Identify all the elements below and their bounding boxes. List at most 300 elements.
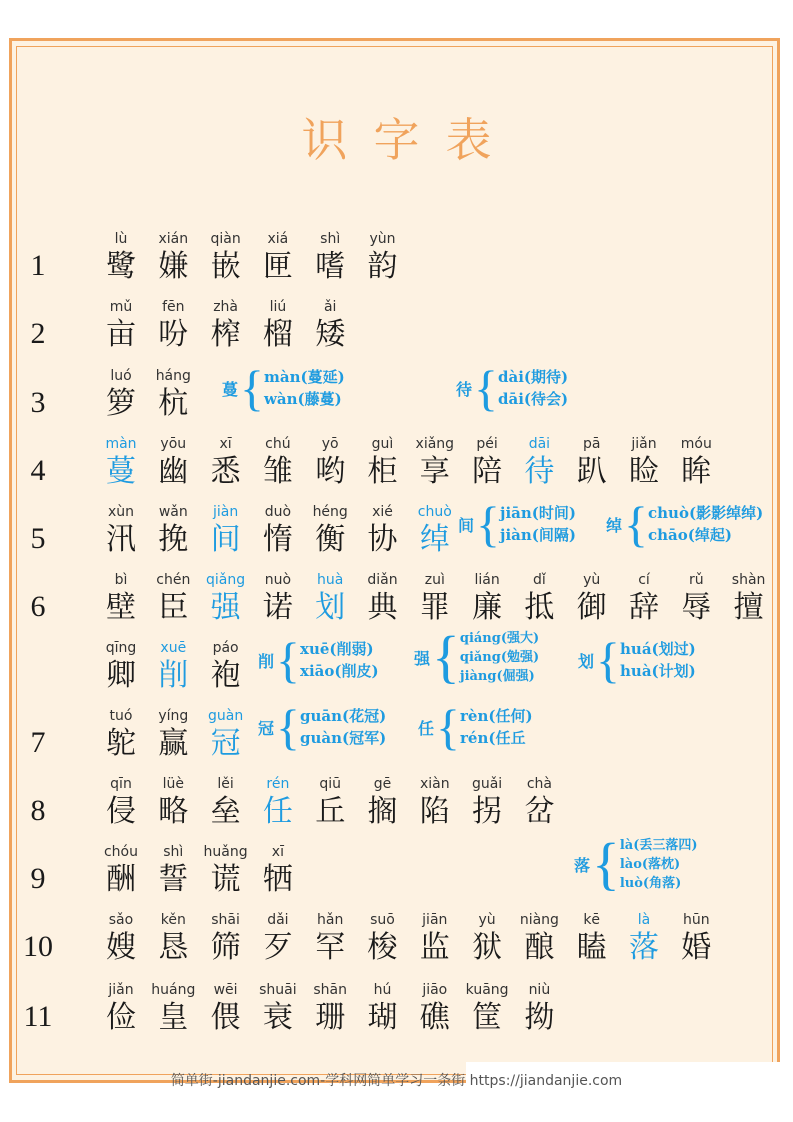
polyphone-reading: wàn(藤蔓) [264, 390, 342, 408]
pinyin: jiàn [212, 504, 239, 520]
pinyin: ǎi [323, 299, 337, 315]
pinyin: hú [373, 982, 392, 998]
hanzi: 辞 [629, 590, 659, 625]
pinyin: kē [583, 912, 601, 928]
pinyin: hǎn [317, 912, 344, 928]
character-cell [614, 434, 674, 490]
polyphone-reading: guàn(冠军) [300, 729, 387, 747]
pinyin: gē [373, 776, 392, 792]
hanzi: 拐 [472, 794, 503, 829]
pinyin: xiá [267, 231, 289, 247]
character-cell [143, 229, 203, 285]
hanzi: 监 [419, 930, 450, 965]
hanzi: 歹 [262, 930, 293, 965]
polyphone-readings [648, 502, 763, 546]
row-number: 1 [30, 249, 46, 282]
polyphone-readings [500, 502, 576, 546]
pinyin: móu [680, 436, 712, 452]
polyphone-ren [418, 699, 533, 755]
hanzi: 拗 [524, 1000, 555, 1035]
hanzi: 诺 [262, 590, 293, 625]
polyphone-reading: huá(划过) [620, 640, 696, 658]
brace-icon: { [276, 699, 301, 755]
hanzi: 鸵 [106, 726, 136, 761]
hanzi: 间 [210, 522, 241, 557]
pinyin: yù [478, 912, 496, 928]
hanzi: 陷 [419, 794, 450, 829]
row-number: 7 [30, 726, 46, 759]
character-cell [509, 910, 569, 966]
character-cell [509, 434, 569, 490]
polyphone-head: 蔓 [222, 379, 239, 399]
polyphone-reading: xiāo(削皮) [300, 662, 379, 680]
row-number: 2 [30, 317, 46, 350]
pinyin: xié [372, 504, 393, 520]
hanzi: 丘 [315, 794, 346, 829]
character-cell [405, 570, 465, 626]
character-cell [248, 570, 308, 626]
hanzi: 幽 [158, 454, 189, 489]
character-cell [196, 570, 256, 626]
character-cell [719, 570, 779, 626]
hanzi: 亩 [106, 317, 136, 352]
character-cell [248, 774, 308, 830]
polyphone-reading: lào(落枕) [619, 856, 681, 872]
character-cell [509, 774, 569, 830]
character-cell [91, 980, 151, 1036]
row-number: 11 [23, 1000, 53, 1033]
character-cell [196, 434, 256, 490]
table-row [0, 706, 793, 766]
character-cell [300, 229, 360, 285]
hanzi: 雏 [262, 454, 293, 489]
character-cell [666, 570, 726, 626]
character-cell [143, 638, 203, 694]
hanzi: 俭 [106, 1000, 136, 1035]
polyphone-reading: rèn(任何) [460, 707, 533, 725]
polyphone-qiang [414, 624, 540, 689]
character-cell [457, 910, 517, 966]
row-number: 3 [30, 386, 46, 419]
hanzi: 任 [262, 794, 293, 829]
row-number: 5 [30, 522, 46, 555]
character-cell [143, 706, 203, 762]
pinyin: xiàn [419, 776, 450, 792]
pinyin: lüè [162, 776, 184, 792]
character-cell [91, 502, 151, 558]
character-cell [196, 842, 256, 898]
pinyin: chuò [417, 504, 452, 520]
hanzi: 匣 [262, 249, 293, 284]
character-cell [405, 502, 465, 558]
hanzi: 蔓 [106, 454, 136, 489]
pinyin: shāi [211, 912, 240, 928]
character-cell [353, 910, 413, 966]
character-cell [91, 910, 151, 966]
character-cell [353, 980, 413, 1036]
pinyin: dāi [528, 436, 551, 452]
polyphone-dai [456, 360, 569, 416]
polyphone-readings [460, 705, 533, 749]
pinyin: xuē [160, 640, 187, 656]
character-cell [91, 229, 151, 285]
table-row [0, 297, 793, 357]
character-cell [300, 980, 360, 1036]
pinyin: chén [156, 572, 191, 588]
hanzi: 筛 [210, 930, 241, 965]
polyphone-guan [258, 699, 387, 755]
hanzi: 谎 [210, 862, 241, 897]
pinyin: péi [476, 436, 498, 452]
hanzi: 榨 [210, 317, 241, 352]
hanzi: 酿 [524, 930, 555, 965]
hanzi: 罪 [419, 590, 450, 625]
page-title: 识字表 [301, 113, 518, 167]
character-cell [300, 910, 360, 966]
hanzi: 嫂 [106, 930, 136, 965]
pinyin: pā [582, 436, 601, 452]
hanzi: 睑 [629, 454, 659, 489]
character-cell [143, 434, 203, 490]
polyphone-readings [498, 366, 568, 410]
pinyin: wǎn [158, 504, 188, 520]
hanzi: 落 [629, 930, 659, 965]
pinyin: huáng [151, 982, 196, 998]
pinyin: jiǎn [108, 982, 134, 998]
polyphone-reading: rén(任丘 [460, 729, 526, 747]
pinyin: shì [163, 844, 184, 860]
character-cell [143, 842, 203, 898]
pinyin: diǎn [367, 572, 398, 588]
pinyin: huǎng [203, 844, 248, 860]
pinyin: xī [219, 436, 232, 452]
character-cell [196, 502, 256, 558]
character-cell [405, 434, 465, 490]
polyphone-readings [620, 836, 698, 893]
footer-watermark: 简单街-jiandanjie.com-学科网简单学习一条街 https://jiandanjie.com [170, 1073, 623, 1089]
character-cell [248, 229, 308, 285]
character-cell [143, 366, 203, 422]
pinyin: shì [320, 231, 341, 247]
table-row [0, 910, 793, 970]
pinyin: chú [265, 436, 291, 452]
polyphone-head: 划 [578, 651, 595, 671]
pinyin: qīn [110, 776, 132, 792]
hanzi: 杭 [158, 386, 189, 421]
pinyin: jiāo [422, 982, 448, 998]
character-cell [143, 910, 203, 966]
row-number: 4 [30, 454, 46, 487]
pinyin: guǎi [471, 776, 503, 792]
character-cell [248, 297, 308, 353]
character-cell [196, 638, 256, 694]
character-cell [91, 434, 151, 490]
hanzi: 享 [419, 454, 450, 489]
table-row [0, 980, 793, 1040]
polyphone-head: 强 [414, 648, 431, 668]
character-cell [509, 980, 569, 1036]
character-cell [143, 980, 203, 1036]
polyphone-reading: guān(花冠) [300, 707, 387, 725]
pinyin: xiǎng [415, 436, 455, 452]
pinyin: lián [474, 572, 500, 588]
character-cell [143, 502, 203, 558]
hanzi: 吩 [158, 317, 189, 352]
hanzi: 汛 [106, 522, 136, 557]
hanzi: 削 [158, 658, 189, 693]
character-cell [353, 229, 413, 285]
hanzi: 柜 [367, 454, 398, 489]
pinyin: cí [638, 572, 650, 588]
polyphone-hua [578, 632, 696, 688]
character-cell [300, 774, 360, 830]
hanzi: 卿 [106, 658, 136, 693]
row-number: 8 [30, 794, 46, 827]
polyphone-head: 任 [418, 718, 435, 738]
polyphone-head: 绰 [606, 515, 623, 535]
hanzi: 誓 [158, 862, 189, 897]
hanzi: 瞌 [576, 930, 607, 965]
character-cell [457, 570, 517, 626]
pinyin: bì [114, 572, 128, 588]
hanzi: 衡 [315, 522, 346, 557]
hanzi: 矮 [315, 317, 346, 352]
character-cell [666, 910, 726, 966]
brace-icon: { [592, 831, 620, 896]
brace-icon: { [436, 699, 461, 755]
pinyin: chà [526, 776, 552, 792]
hanzi: 趴 [576, 454, 607, 489]
pinyin: guàn [207, 708, 244, 724]
pinyin: sǎo [108, 912, 134, 928]
character-cell [666, 434, 726, 490]
hanzi: 搁 [367, 794, 398, 829]
pinyin: dǐ [533, 572, 546, 588]
row-number: 9 [30, 862, 46, 895]
table-row [0, 366, 793, 426]
pinyin: luó [110, 368, 132, 384]
hanzi: 袍 [210, 658, 241, 693]
pinyin: là [637, 912, 651, 928]
pinyin: xī [271, 844, 284, 860]
pinyin: lù [114, 231, 128, 247]
pinyin: shàn [731, 572, 766, 588]
character-cell [562, 570, 622, 626]
character-cell [248, 980, 308, 1036]
hanzi: 岔 [524, 794, 555, 829]
character-cell [196, 980, 256, 1036]
polyphone-chuo [606, 496, 764, 552]
hanzi: 惰 [262, 522, 293, 557]
character-cell [300, 502, 360, 558]
pinyin: lěi [217, 776, 234, 792]
table-row [0, 570, 793, 630]
character-cell [353, 502, 413, 558]
pinyin: kuāng [465, 982, 509, 998]
pinyin: màn [105, 436, 137, 452]
hanzi: 绰 [419, 522, 450, 557]
pinyin: héng [312, 504, 348, 520]
hanzi: 韵 [367, 249, 398, 284]
character-cell [248, 434, 308, 490]
character-cell [300, 434, 360, 490]
pinyin: páo [212, 640, 239, 656]
pinyin: yōu [160, 436, 187, 452]
hanzi: 牺 [262, 862, 293, 897]
character-cell [91, 638, 151, 694]
character-cell [457, 980, 517, 1036]
pinyin: shān [313, 982, 347, 998]
character-cell [196, 706, 256, 762]
hanzi: 待 [524, 454, 555, 489]
character-cell [405, 910, 465, 966]
hanzi: 臣 [158, 590, 189, 625]
row-number: 10 [23, 930, 53, 963]
character-cell [614, 570, 674, 626]
polyphone-readings [620, 638, 696, 682]
pinyin: suō [370, 912, 395, 928]
character-cell [196, 910, 256, 966]
table-row [0, 434, 793, 494]
hanzi: 嫌 [158, 249, 189, 284]
hanzi: 陪 [472, 454, 503, 489]
character-cell [300, 297, 360, 353]
hanzi: 鹭 [106, 249, 136, 284]
hanzi: 挽 [158, 522, 189, 557]
character-cell [405, 774, 465, 830]
brace-icon: { [240, 360, 265, 416]
hanzi: 擅 [733, 590, 764, 625]
pinyin: duò [264, 504, 292, 520]
hanzi: 略 [158, 794, 189, 829]
pinyin: dǎi [267, 912, 289, 928]
pinyin: xùn [107, 504, 135, 520]
pinyin: zuì [424, 572, 445, 588]
table-row [0, 774, 793, 834]
pinyin: niàng [519, 912, 559, 928]
polyphone-readings [300, 705, 386, 749]
polyphone-reading: huà(计划) [620, 662, 696, 680]
pinyin: fēn [162, 299, 185, 315]
polyphone-reading: chuò(影影绰绰) [648, 504, 764, 522]
brace-icon: { [624, 496, 649, 552]
hanzi: 酬 [106, 862, 136, 897]
character-cell [248, 502, 308, 558]
polyphone-reading: qiáng(强大) [459, 630, 540, 646]
character-cell [457, 774, 517, 830]
hanzi: 恳 [158, 930, 189, 965]
hanzi: 婚 [681, 930, 712, 965]
character-cell [91, 297, 151, 353]
pinyin: xián [158, 231, 189, 247]
polyphone-jian [458, 496, 576, 552]
pinyin: yù [583, 572, 601, 588]
brace-icon: { [276, 632, 301, 688]
polyphone-reading: dài(期待) [498, 368, 569, 386]
character-cell [353, 570, 413, 626]
brace-icon: { [474, 360, 499, 416]
character-cell [91, 570, 151, 626]
pinyin: jiān [422, 912, 448, 928]
character-cell [91, 366, 151, 422]
character-cell [562, 910, 622, 966]
polyphone-reading: jiàn(间隔) [500, 526, 576, 544]
hanzi: 赢 [158, 726, 189, 761]
polyphone-reading: chāo(绰起) [648, 526, 732, 544]
hanzi: 抵 [524, 590, 555, 625]
hanzi: 嵌 [210, 249, 241, 284]
hanzi: 瑚 [367, 1000, 398, 1035]
character-cell [143, 774, 203, 830]
hanzi: 珊 [315, 1000, 346, 1035]
character-cell [405, 980, 465, 1036]
pinyin: qīng [105, 640, 137, 656]
character-cell [196, 297, 256, 353]
pinyin: jiǎn [631, 436, 657, 452]
pinyin: wēi [213, 982, 238, 998]
polyphone-luo [574, 831, 698, 896]
character-cell [143, 570, 203, 626]
pinyin: shuāi [259, 982, 297, 998]
pinyin: chóu [103, 844, 138, 860]
hanzi: 划 [315, 590, 346, 625]
character-cell [562, 434, 622, 490]
pinyin: yō [321, 436, 339, 452]
character-cell [91, 706, 151, 762]
pinyin: niù [528, 982, 551, 998]
character-cell [614, 910, 674, 966]
brace-icon: { [432, 624, 460, 689]
pinyin: qiàn [210, 231, 241, 247]
hanzi: 悉 [210, 454, 241, 489]
polyphone-readings [300, 638, 379, 682]
polyphone-readings [264, 366, 345, 410]
hanzi: 冠 [210, 726, 241, 761]
hanzi: 梭 [367, 930, 398, 965]
pinyin: guì [371, 436, 394, 452]
polyphone-reading: màn(蔓延) [264, 368, 345, 386]
pinyin: nuò [264, 572, 292, 588]
hanzi: 罕 [315, 930, 346, 965]
character-cell [509, 570, 569, 626]
hanzi: 嗜 [315, 249, 346, 284]
pinyin: zhà [213, 299, 238, 315]
hanzi: 强 [210, 590, 241, 625]
polyphone-reading: jiān(时间) [500, 504, 576, 522]
pinyin: rǔ [688, 572, 704, 588]
character-cell [457, 434, 517, 490]
hanzi: 箩 [106, 386, 136, 421]
character-cell [143, 297, 203, 353]
hanzi: 辱 [681, 590, 712, 625]
hanzi: 廉 [472, 590, 503, 625]
polyphone-reading: là(丢三落四) [619, 837, 698, 853]
polyphone-head: 待 [456, 379, 473, 399]
pinyin: yùn [369, 231, 396, 247]
hanzi: 协 [367, 522, 398, 557]
character-cell [196, 774, 256, 830]
polyphone-reading: luò(角落) [619, 875, 682, 891]
hanzi: 皇 [158, 1000, 189, 1035]
hanzi: 筐 [472, 1000, 503, 1035]
hanzi: 偎 [210, 1000, 241, 1035]
polyphone-head: 落 [574, 855, 591, 875]
character-cell [248, 910, 308, 966]
hanzi: 眸 [681, 454, 712, 489]
hanzi: 衰 [262, 1000, 293, 1035]
polyphone-xue [258, 632, 379, 688]
hanzi: 壁 [106, 590, 136, 625]
